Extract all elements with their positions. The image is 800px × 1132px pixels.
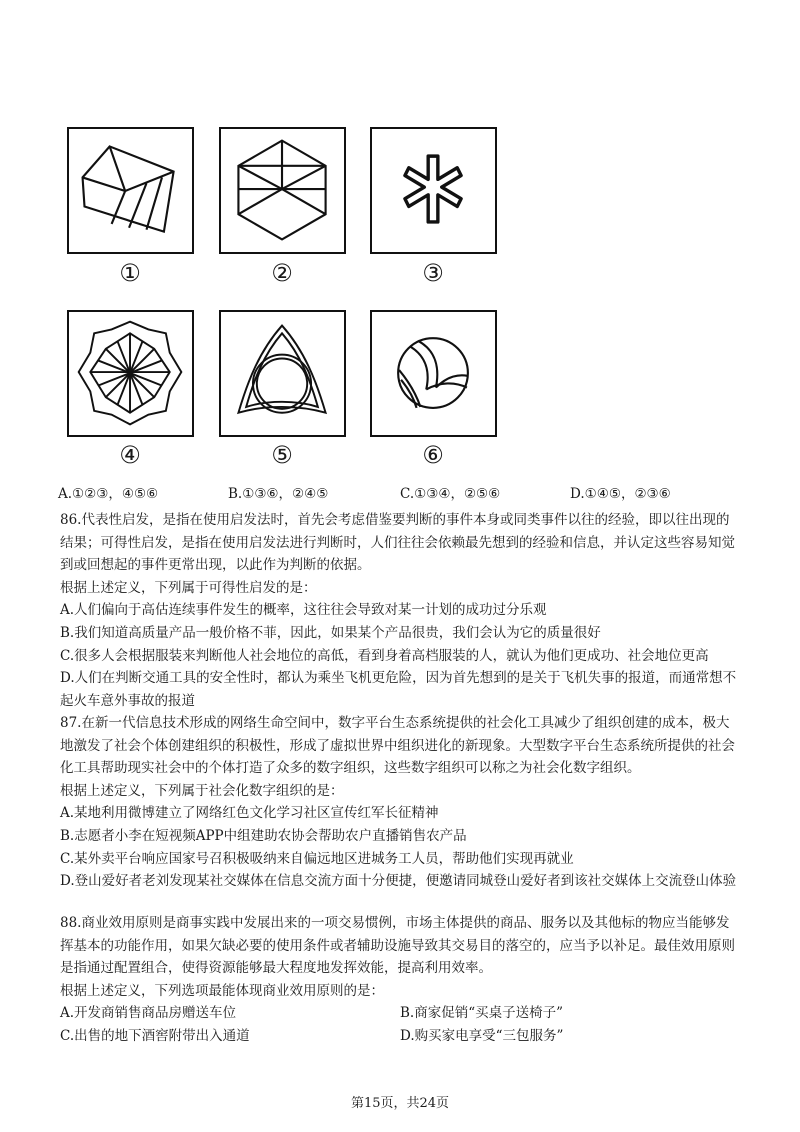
q88-option-c[interactable]: C.出售的地下酒窖附带出入通道 xyxy=(60,1027,250,1044)
figure-1-label: ① xyxy=(119,259,141,287)
q86-option-a[interactable]: A.人们偏向于高估连续事件发生的概率，这往往会导致对某一计划的成功过分乐观 xyxy=(60,602,547,619)
figure-4-drawing xyxy=(69,312,192,435)
figure-6-label: ⑥ xyxy=(422,441,444,469)
q88-stem: 88.商业效用原则是商事实践中发展出来的一项交易惯例，市场主体提供的商品、服务以及其他标的物应当能够发挥基本的功能作用，如果欠缺必要的使用条件或者辅助设施导致其交易目的落空的，应当予以补足。最佳效用原则是指通过配置组合，使得资源能够最大程度地发挥效能，提高利用效率。 xyxy=(60,915,735,977)
figure-3 xyxy=(370,127,497,254)
q87-option-b[interactable]: B.志愿者小李在短视频APP中组建助农协会帮助农户直播销售农产品 xyxy=(60,827,467,844)
q86-question: 根据上述定义，下列属于可得性启发的是： xyxy=(60,579,317,596)
q85-option-b[interactable]: B.①③⑥，②④⑤ xyxy=(228,486,329,502)
q87-option-a[interactable]: A.某地利用微博建立了网络红色文化学习社区宣传红军长征精神 xyxy=(60,805,439,822)
page-footer: 第15页，共24页 xyxy=(350,1096,450,1111)
q85-option-a[interactable]: A.①②③，④⑤⑥ xyxy=(58,486,159,502)
figure-3-drawing xyxy=(372,129,495,252)
question-87 xyxy=(60,712,740,893)
figure-6 xyxy=(370,310,497,437)
q88-option-d[interactable]: D.购买家电享受“三包服务” xyxy=(400,1027,564,1044)
figure-4 xyxy=(67,310,194,437)
q88-options-row-2 xyxy=(60,1025,740,1048)
q86-option-d[interactable]: D.人们在判断交通工具的安全性时，都认为乘坐飞机更危险，因为首先想到的是关于飞机失事的报道，而通常想不起火车意外事故的报道 xyxy=(60,670,737,709)
q85-option-d[interactable]: D.①④⑤，②③⑥ xyxy=(570,486,671,502)
question-86 xyxy=(60,509,740,712)
q86-stem: 86.代表性启发，是指在使用启发法时，首先会考虑借鉴要判断的事件本身或同类事件以往的经验，即以往出现的结果；可得性启发，是指在使用启发法进行判断时，人们往往会依赖最先想到的经验和信息，并认定这些容易知觉到或回想起的事件更常出现，以此作为判断的依据。 xyxy=(60,512,735,574)
q87-stem: 87.在新一代信息技术形成的网络生命空间中，数字平台生态系统提供的社会化工具减少了组织创建的成本，极大地激发了社会个体创建组织的积极性，形成了虚拟世界中组织进化的新现象。大型数字平台生态系统所提供的社会化工具帮助现实社会中的个体打造了众多的数字组织，这些数字组织可以称之为社会化数字组织。 xyxy=(60,715,735,777)
figure-4-label: ④ xyxy=(119,441,141,469)
figure-5-label: ⑤ xyxy=(271,441,293,469)
q87-question: 根据上述定义，下列属于社会化数字组织的是： xyxy=(60,782,344,799)
q87-option-d[interactable]: D.登山爱好者老刘发现某社交媒体在信息交流方面十分便捷，便邀请同城登山爱好者到该社交媒体上交流登山体验 xyxy=(60,873,737,890)
q85-options xyxy=(58,482,758,502)
q85-option-c[interactable]: C.①③④，②⑤⑥ xyxy=(400,486,501,502)
q88-question: 根据上述定义，下列选项最能体现商业效用原则的是： xyxy=(60,982,384,999)
figure-2-drawing xyxy=(221,129,344,252)
q88-option-b[interactable]: B.商家促销“买桌子送椅子” xyxy=(400,1005,564,1022)
figure-1-drawing xyxy=(69,129,192,252)
figure-2-label: ② xyxy=(271,259,293,287)
q88-options-row-1 xyxy=(60,1002,740,1025)
q87-option-c[interactable]: C.某外卖平台响应国家号召积极吸纳来自偏远地区进城务工人员，帮助他们实现再就业 xyxy=(60,850,574,867)
q86-option-b[interactable]: B.我们知道高质量产品一般价格不菲，因此，如果某个产品很贵，我们会认为它的质量很好 xyxy=(60,624,601,641)
question-88 xyxy=(60,912,740,1048)
figure-6-drawing xyxy=(372,312,495,435)
figure-1 xyxy=(67,127,194,254)
figure-5 xyxy=(219,310,346,437)
figure-2 xyxy=(219,127,346,254)
q88-option-a[interactable]: A.开发商销售商品房赠送车位 xyxy=(60,1005,237,1022)
figure-5-drawing xyxy=(221,312,344,435)
figure-3-label: ③ xyxy=(422,259,444,287)
q86-option-c[interactable]: C.很多人会根据服装来判断他人社会地位的高低，看到身着高档服装的人，就认为他们更成功、社会地位更高 xyxy=(60,647,709,664)
